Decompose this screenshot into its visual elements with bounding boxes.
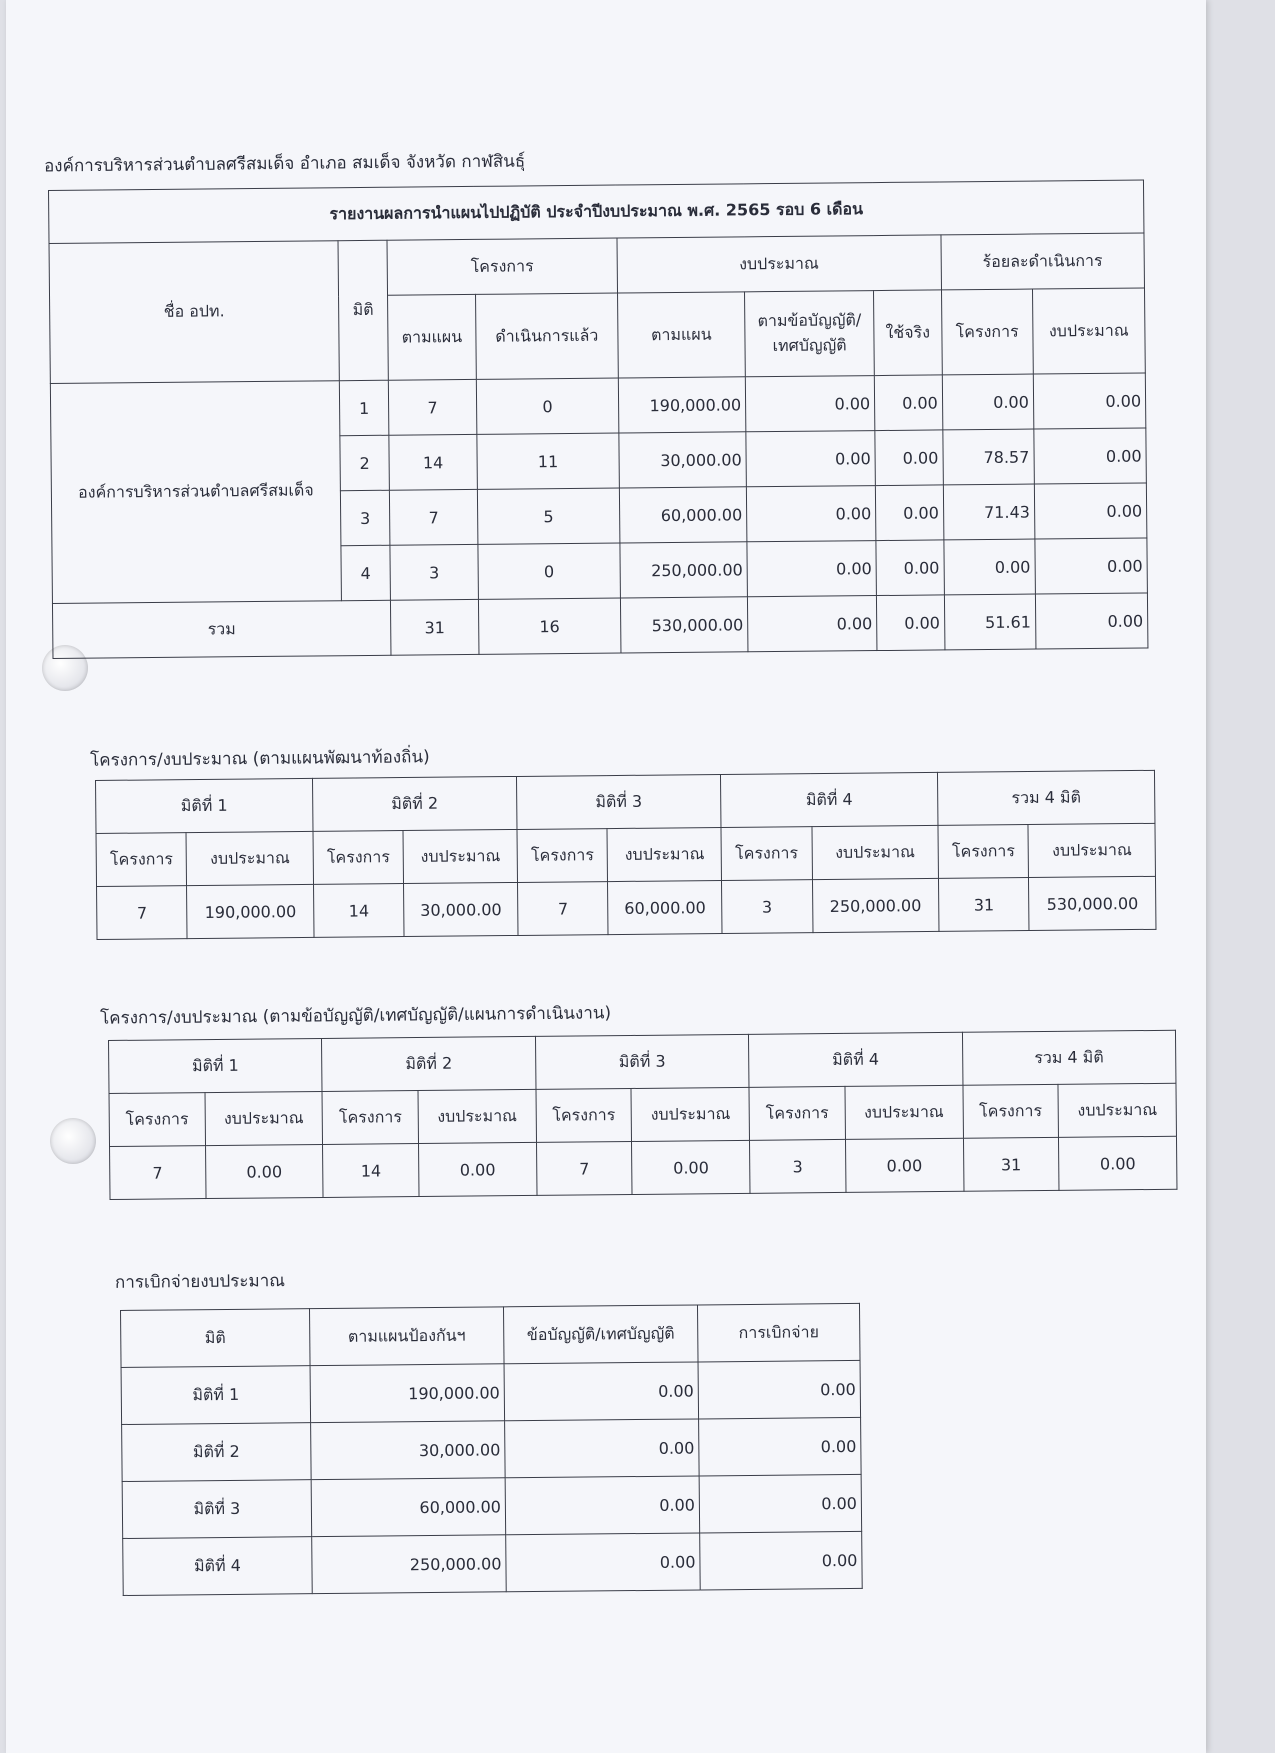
disb-dim-header: มิติ [121,1309,311,1368]
plan-cell: 7 [389,489,478,545]
sub-project-header: โครงการ [96,833,187,887]
actual-cell: 0.00 [876,540,944,596]
plan-section-title: โครงการ/งบประมาณ (ตามแผนพัฒนาท้องถิ่น) [89,747,430,771]
project-group-header: โครงการ [387,238,617,295]
budget-reg-cell: 0.00 [746,486,876,542]
budget-reg-cell: 0.00 [746,431,876,487]
pct-budget-cell: 0.00 [1033,373,1146,429]
total-plan-cell: 31 [390,599,479,655]
plan-cell: 14 [389,434,478,490]
group-header: รวม 4 มิติ [962,1030,1176,1085]
budget-plan-cell: 250,000.00 [620,542,748,598]
plan-cell: 3 [390,544,479,600]
table-row [110,1136,1177,1199]
sub-done-header: ดำเนินการแล้ว [476,293,619,379]
sub-budget-header: งบประมาณ [186,831,313,885]
sub-budget-header: งบประมาณ [418,1089,536,1143]
done-cell: 11 [477,433,619,489]
project-cell: 7 [518,882,609,936]
total-label: รวม [52,600,391,658]
sub-budget-header: งบประมาณ [812,825,939,879]
project-cell: 7 [536,1141,632,1195]
disb-disb-cell: 0.00 [699,1474,862,1533]
table-row [121,1360,861,1424]
actual-cell: 0.00 [875,430,943,486]
sub-project-header: โครงการ [322,1091,418,1145]
total-actual-cell: 0.00 [877,595,945,651]
sub-budget-reg-header: ตามข้อบัญญัติ/เทศบัญญัติ [745,291,875,377]
dim-cell: 2 [340,435,390,490]
pct-project-cell: 71.43 [943,484,1035,540]
disbursement-table [120,1303,863,1596]
report-table [48,179,1148,658]
done-cell: 0 [478,543,620,599]
actual-cell: 0.00 [874,375,942,431]
budget-cell: 190,000.00 [187,884,314,938]
done-cell: 5 [477,488,619,544]
pct-budget-cell: 0.00 [1034,428,1147,484]
budget-reg-cell: 0.00 [745,376,875,432]
sub-project-header: โครงการ [536,1088,632,1142]
disb-plan-header: ตามแผนป้องกันฯ [309,1307,504,1366]
group-header: มิติที่ 3 [535,1034,749,1089]
budget-cell: 0.00 [418,1142,536,1196]
pct-budget-cell: 0.00 [1035,538,1148,594]
budget-reg-cell: 0.00 [747,541,877,597]
group-header: รวม 4 มิติ [937,770,1154,825]
table-row [123,1531,863,1595]
budget-plan-cell: 190,000.00 [618,377,746,433]
document-header: องค์การบริหารส่วนตำบลศรีสมเด็จ อำเภอ สมเด็จ จังหวัด กาฬสินธุ์ [43,151,526,177]
sub-budget-header: งบประมาณ [1028,823,1155,877]
table-row [122,1417,862,1481]
sub-project-header: โครงการ [517,829,608,883]
disb-dim-cell: มิติที่ 3 [122,1480,312,1539]
percent-group-header: ร้อยละดำเนินการ [941,233,1145,290]
sub-budget-header: งบประมาณ [845,1085,963,1139]
sub-actual-header: ใช้จริง [874,290,942,376]
reg-table [108,1030,1177,1200]
disb-dim-cell: มิติที่ 2 [122,1423,312,1482]
actual-cell: 0.00 [875,485,943,541]
group-header: มิติที่ 3 [517,774,722,829]
sub-budget-header: งบประมาณ [1058,1083,1176,1137]
done-cell: 0 [476,378,618,434]
total-pct-budget-cell: 0.00 [1035,593,1148,649]
sub-pct-budget-header: งบประมาณ [1032,288,1145,374]
disb-plan-cell: 250,000.00 [312,1535,507,1594]
reg-section-title: โครงการ/งบประมาณ (ตามข้อบัญญัติ/เทศบัญญัติ/แผนการดำเนินงาน) [99,1003,612,1029]
pct-project-cell: 0.00 [944,539,1036,595]
table-row [122,1474,862,1538]
sub-budget-header: งบประมาณ [631,1087,749,1141]
budget-cell: 60,000.00 [608,880,722,934]
sub-project-header: โครงการ [313,831,404,885]
total-budget-reg-cell: 0.00 [748,596,878,652]
plan-cell: 7 [388,379,477,435]
project-cell: 14 [323,1144,419,1198]
total-done-cell: 16 [478,598,620,654]
pct-budget-cell: 0.00 [1034,483,1147,539]
sub-budget-header: งบประมาณ [403,829,517,883]
project-cell: 7 [110,1146,206,1200]
disb-disb-cell: 0.00 [698,1360,861,1419]
sub-budget-plan-header: ตามแผน [617,292,745,378]
disb-plan-cell: 60,000.00 [311,1478,506,1537]
sub-plan-header: ตามแผน [388,294,477,380]
group-header: มิติที่ 4 [721,772,938,827]
budget-cell: 0.00 [845,1138,963,1192]
budget-plan-cell: 30,000.00 [619,432,747,488]
sub-project-header: โครงการ [721,827,812,881]
disb-disb-cell: 0.00 [700,1531,863,1590]
table-row [97,876,1156,939]
col-dim-header: มิติ [338,240,388,380]
group-header: มิติที่ 2 [322,1036,536,1091]
budget-cell: 0.00 [1059,1136,1177,1190]
col-org-header: ชื่อ อปท. [49,241,339,384]
dim-cell: 3 [340,490,390,545]
budget-cell: 0.00 [205,1144,323,1198]
pct-project-cell: 78.57 [943,429,1035,485]
budget-cell: 250,000.00 [812,878,939,932]
sub-pct-project-header: โครงการ [941,289,1033,375]
project-cell: 14 [313,884,404,938]
disb-plan-cell: 190,000.00 [310,1364,505,1423]
sub-budget-header: งบประมาณ [607,827,721,881]
disb-disb-header: การเบิกจ่าย [697,1303,860,1362]
group-header: มิติที่ 4 [749,1032,963,1087]
sub-project-header: โครงการ [749,1086,845,1140]
budget-cell: 530,000.00 [1029,876,1156,930]
project-cell: 31 [963,1137,1059,1191]
total-row [52,593,1147,659]
disb-section-title: การเบิกจ่ายงบประมาณ [114,1271,286,1293]
budget-group-header: งบประมาณ [617,235,941,293]
group-header: มิติที่ 1 [109,1038,323,1093]
dim-cell: 4 [341,545,391,600]
plan-table [95,770,1156,940]
sub-project-header: โครงการ [963,1084,1059,1138]
group-header: มิติที่ 2 [312,776,517,831]
project-cell: 3 [722,880,813,934]
total-pct-project-cell: 51.61 [944,594,1036,650]
disb-reg-cell: 0.00 [505,1476,700,1535]
org-name-cell: องค์การบริหารส่วนตำบลศรีสมเด็จ [50,381,341,604]
group-header: มิติที่ 1 [96,778,313,833]
disb-reg-cell: 0.00 [505,1419,700,1478]
disb-plan-cell: 30,000.00 [311,1421,506,1480]
report-title: รายงานผลการนำแผนไปปฏิบัติ ประจำปีงบประมาณ พ.ศ. 2565 รอบ 6 เดือน [49,180,1144,244]
disb-dim-cell: มิติที่ 4 [123,1537,313,1596]
budget-cell: 0.00 [632,1140,750,1194]
sub-project-header: โครงการ [109,1093,205,1147]
dim-cell: 1 [339,380,389,435]
punch-hole-bottom [50,1118,96,1164]
disb-disb-cell: 0.00 [699,1417,862,1476]
disb-reg-cell: 0.00 [504,1362,699,1421]
project-cell: 7 [97,886,188,940]
project-cell: 31 [939,878,1030,932]
project-cell: 3 [750,1139,846,1193]
budget-plan-cell: 60,000.00 [619,487,747,543]
sub-budget-header: งบประมาณ [205,1091,323,1145]
pct-project-cell: 0.00 [942,374,1034,430]
disb-dim-cell: มิติที่ 1 [121,1366,311,1425]
disb-reg-header: ข้อบัญญัติ/เทศบัญญัติ [503,1305,698,1364]
disb-reg-cell: 0.00 [506,1533,701,1592]
budget-cell: 30,000.00 [404,882,518,936]
sub-project-header: โครงการ [938,825,1029,879]
total-budget-plan-cell: 530,000.00 [620,597,748,653]
